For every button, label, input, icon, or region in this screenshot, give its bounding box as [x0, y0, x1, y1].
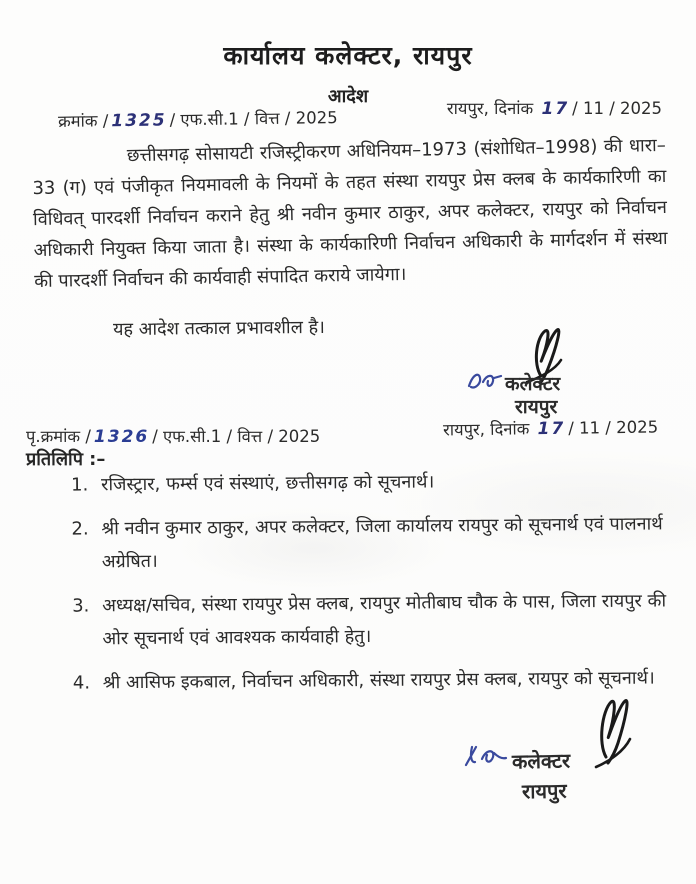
order-heading: आदेश: [327, 86, 369, 107]
copy-to-label: प्रतिलिपि :–: [26, 449, 106, 470]
list-item-number: 4.: [72, 672, 91, 694]
signature-designation: कलेक्टर: [505, 373, 561, 395]
endorsement-ref-label: पृ.क्रमांक /: [26, 427, 91, 446]
endorsement-ref-number-handwritten: 1326: [93, 427, 150, 447]
endorsement-reference-line: [26, 424, 320, 447]
list-item-text: श्री नवीन कुमार ठाकुर, अपर कलेक्टर, जिला कार्यालय रायपुर को सूचनार्थ एवं पालनार्थ अग्रेषित।: [101, 513, 663, 573]
date-line-bottom: [443, 414, 658, 440]
date-line-top: [447, 96, 662, 119]
signature-designation: कलेक्टर: [511, 748, 571, 774]
date-day-handwritten: 17: [541, 99, 570, 119]
endorsement-ref-rest: / एफ.सी.1 / वित्त / 2025: [152, 427, 321, 446]
list-item-number: 1.: [71, 474, 89, 496]
blue-initials-icon: [460, 741, 510, 773]
collector-signature-icon: [578, 695, 648, 773]
list-item: [73, 661, 669, 699]
order-body-paragraph: छत्तीसगढ़ सोसायटी रजिस्ट्रीकरण अधिनियम–1973 (संशोधित–1998) की धारा–33 (ग) एवं पंजीकृत नियमावली के नियमों के तहत संस्था रायपुर प्रेस क्लब के कार्यकारिणी का विधिवत् पारदर्शी निर्वाचन कराने हेतु श्री नवीन कुमार ठाकुर, अपर कलेक्टर, रायपुर को निर्वाचन अधिकारी नियुक्त किया जाता है। संस्था के कार्यकारिणी निर्वाचन अधिकारी के मार्गदर्शन में संस्था की पारदर्शी निर्वाचन की कार्यवाही संपादित कराये जायेगा।: [32, 134, 668, 293]
date-rest: / 11 / 2025: [572, 99, 662, 118]
reference-rest: / एफ.सी.1 / वित्त / 2025: [169, 108, 338, 130]
signature-place: रायपुर: [515, 396, 558, 418]
reference-label: क्रमांक /: [57, 111, 109, 131]
list-item: [72, 584, 669, 655]
signature-block-bottom: [450, 695, 670, 815]
list-item-text: श्री आसिफ इकबाल, निर्वाचन अधिकारी, संस्था रायपुर प्रेस क्लब, रायपुर को सूचनार्थ।: [102, 667, 655, 694]
list-item-number: 2.: [71, 518, 89, 540]
list-item-text: अध्यक्ष/सचिव, संस्था रायपुर प्रेस क्लब, रायपुर मोतीबाघ चौक के पास, जिला रायपुर की ओर सूचनार्थ एवं आवश्यक कार्यवाही हेतु।: [102, 590, 667, 650]
office-title: कार्यालय कलेक्टर, रायपुर: [223, 41, 473, 70]
date-prefix-2: रायपुर, दिनांक: [442, 419, 530, 440]
date-day-handwritten-2: 17: [537, 418, 566, 440]
signature-block-top: [455, 330, 665, 425]
blue-initials-icon: [463, 366, 507, 396]
list-item-number: 3.: [72, 595, 90, 617]
reference-number-line: [58, 105, 338, 132]
list-item: [71, 463, 667, 501]
copy-recipient-list: [71, 463, 669, 710]
list-item: [71, 507, 668, 578]
list-item-text: रजिस्ट्रार, फर्म्स एवं संस्थाएं, छत्तीसगढ़ को सूचनार्थ।: [101, 471, 435, 496]
effective-immediately-line: यह आदेश तत्काल प्रभावशील है।: [112, 316, 326, 341]
date-prefix: रायपुर, दिनांक: [446, 99, 534, 118]
reference-number-handwritten: 1325: [111, 110, 167, 132]
signature-place: रायपुर: [521, 778, 567, 804]
date-rest-2: / 11 / 2025: [568, 417, 659, 438]
